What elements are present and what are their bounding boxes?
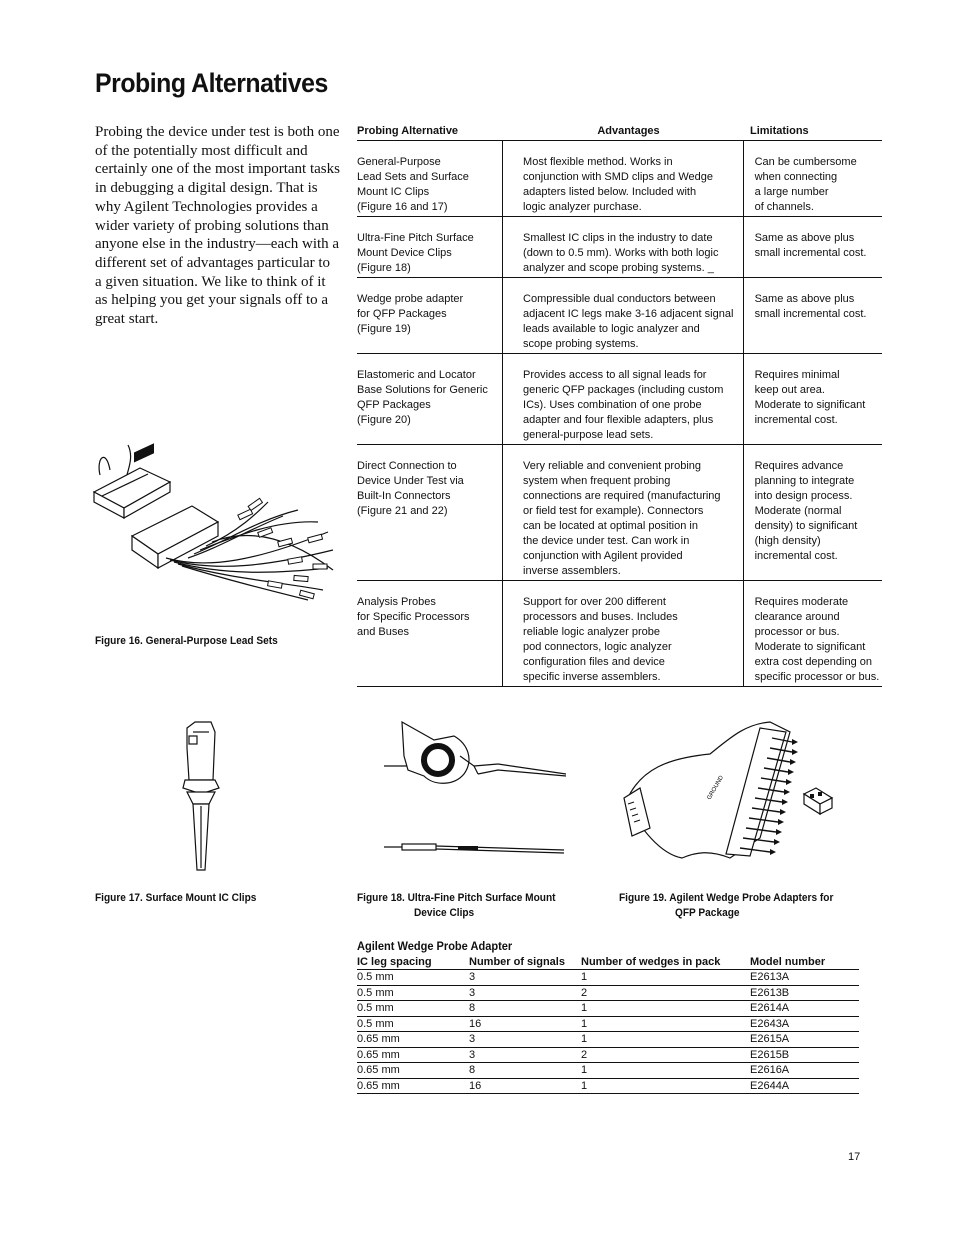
advantages-cell: Most flexible method. Works in conjunction with SMD clips and Wedge adapters listed below. Included with logic analyzer purchase. <box>503 141 744 216</box>
header-advantages: Advantages <box>597 125 660 137</box>
model-cell: E2644A <box>750 1078 859 1094</box>
header-number-of-signals: Number of signals <box>469 954 581 970</box>
limitations-cell: Requires moderate clearance around processor or bus. Moderate to significant extra cost depending on specific processor or bus. <box>754 596 880 683</box>
model-cell: E2614A <box>750 1001 859 1017</box>
model-cell: E2643A <box>750 1016 859 1032</box>
model-cell: E2615A <box>750 1032 859 1048</box>
signals-cell: 3 <box>469 970 581 986</box>
alternative-cell: Analysis Probes for Specific Processors and Buses <box>357 581 503 686</box>
signals-cell: 16 <box>469 1078 581 1094</box>
intro-paragraph: Probing the device under test is both one of the potentially most difficult and certainly one of the most important tasks in debugging a digital design. That is why Agilent Technologies provides a wider variety of probing solutions than anyone else in the industry—each with a different set of advantages particular to a given situation. We like to think of it as helping you get your signals off to a great start. <box>95 124 340 328</box>
limitations-cell: Can be cumbersome when connecting a large number of channels. <box>754 156 857 213</box>
wedges-cell: 2 <box>581 985 750 1001</box>
alternative-cell: Direct Connection to Device Under Test via Built-In Connectors (Figure 21 and 22) <box>357 445 503 580</box>
page-number: 17 <box>848 1151 861 1163</box>
alternative-cell: Ultra-Fine Pitch Surface Mount Device Clips (Figure 18) <box>357 217 503 277</box>
signals-cell: 8 <box>469 1001 581 1017</box>
signals-cell: 3 <box>469 1032 581 1048</box>
wedges-cell: 1 <box>581 970 750 986</box>
limitations-cell: Same as above plus small incremental cost. <box>754 232 867 259</box>
wedges-cell: 1 <box>581 1032 750 1048</box>
model-cell: E2613B <box>750 985 859 1001</box>
table-row <box>357 278 882 354</box>
table-row <box>357 141 882 217</box>
signals-cell: 3 <box>469 1047 581 1063</box>
table-row <box>357 970 859 986</box>
figure-18-caption-line1: Figure 18. Ultra-Fine Pitch Surface Mount <box>357 892 556 904</box>
alternative-cell: General-Purpose Lead Sets and Surface Mount IC Clips (Figure 16 and 17) <box>357 141 503 216</box>
figure-18-caption-line2: Device Clips <box>414 907 475 919</box>
figure-17-caption: Figure 17. Surface Mount IC Clips <box>95 892 257 904</box>
wedge-table-title: Agilent Wedge Probe Adapter <box>357 939 513 953</box>
ic-clip-illustration <box>175 718 225 878</box>
table-row <box>357 985 859 1001</box>
wedges-cell: 1 <box>581 1063 750 1079</box>
table-row <box>357 581 882 687</box>
advantages-cell: Support for over 200 different processors and buses. Includes reliable logic analyzer probe pod connectors, logic analyzer configuration files and device specific inverse assemblers. <box>503 581 744 686</box>
limitations-cell: Requires advance planning to integrate into design process. Moderate (normal density) to significant (high density) incremental cost. <box>754 460 858 562</box>
figure-16-caption: Figure 16. General-Purpose Lead Sets <box>95 635 278 647</box>
table-row <box>357 1032 859 1048</box>
header-limitations: Limitations <box>750 125 809 137</box>
model-cell: E2613A <box>750 970 859 986</box>
header-ic-leg-spacing: IC leg spacing <box>357 954 469 970</box>
wedges-cell: 1 <box>581 1001 750 1017</box>
table-row <box>357 1001 859 1017</box>
probing-alternatives-table <box>357 122 882 687</box>
table-row <box>357 1063 859 1079</box>
figure-19-caption-line1: Figure 19. Agilent Wedge Probe Adapters for <box>619 892 834 904</box>
wedge-adapter-table <box>357 938 859 1094</box>
header-model-number: Model number <box>750 954 859 970</box>
ultra-fine-clip-illustration <box>378 716 568 861</box>
model-cell: E2616A <box>750 1063 859 1079</box>
table-header <box>357 122 882 141</box>
leg-spacing-cell: 0.65 mm <box>357 1032 469 1048</box>
table-row <box>357 1047 859 1063</box>
advantages-cell: Provides access to all signal leads for generic QFP packages (including custom ICs). Uses combination of one probe adapter and four flexible adapters, plus general-purpose lead sets. <box>503 354 744 444</box>
lead-set-illustration <box>88 440 338 610</box>
table-row <box>357 354 882 445</box>
model-cell: E2615B <box>750 1047 859 1063</box>
leg-spacing-cell: 0.65 mm <box>357 1078 469 1094</box>
page-title: Probing Alternatives <box>95 68 328 98</box>
wedge-adapter-illustration <box>610 718 850 876</box>
wedge-table-header <box>357 954 859 970</box>
table-row <box>357 1078 859 1094</box>
advantages-cell: Compressible dual conductors between adjacent IC legs make 3-16 adjacent signal leads available to logic analyzer and scope probing systems. <box>503 278 744 353</box>
alternative-cell: Elastomeric and Locator Base Solutions for Generic QFP Packages (Figure 20) <box>357 354 503 444</box>
signals-cell: 3 <box>469 985 581 1001</box>
leg-spacing-cell: 0.5 mm <box>357 970 469 986</box>
advantages-cell: Very reliable and convenient probing system when frequent probing connections are required (manufacturing or field test for example). Connectors can be located at optimal position in the device under test. Can work in conjunction with Agilent provided inverse assemblers. <box>503 445 744 580</box>
wedges-cell: 1 <box>581 1078 750 1094</box>
leg-spacing-cell: 0.5 mm <box>357 1001 469 1017</box>
ground-label: GROUND <box>706 774 726 801</box>
signals-cell: 16 <box>469 1016 581 1032</box>
wedges-cell: 2 <box>581 1047 750 1063</box>
alternative-cell: Wedge probe adapter for QFP Packages (Figure 19) <box>357 278 503 353</box>
leg-spacing-cell: 0.65 mm <box>357 1063 469 1079</box>
leg-spacing-cell: 0.5 mm <box>357 985 469 1001</box>
leg-spacing-cell: 0.65 mm <box>357 1047 469 1063</box>
figure-19-caption-line2: QFP Package <box>675 907 740 919</box>
table-row <box>357 217 882 278</box>
header-number-of-wedges: Number of wedges in pack <box>581 954 750 970</box>
table-row <box>357 445 882 581</box>
limitations-cell: Same as above plus small incremental cost. <box>754 293 867 320</box>
signals-cell: 8 <box>469 1063 581 1079</box>
table-row <box>357 1016 859 1032</box>
advantages-cell: Smallest IC clips in the industry to date (down to 0.5 mm). Works with both logic analyzer and scope probing systems. _ <box>503 217 744 277</box>
header-probing-alternative: Probing Alternative <box>357 125 459 137</box>
limitations-cell: Requires minimal keep out area. Moderate to significant incremental cost. <box>754 369 866 426</box>
leg-spacing-cell: 0.5 mm <box>357 1016 469 1032</box>
wedges-cell: 1 <box>581 1016 750 1032</box>
